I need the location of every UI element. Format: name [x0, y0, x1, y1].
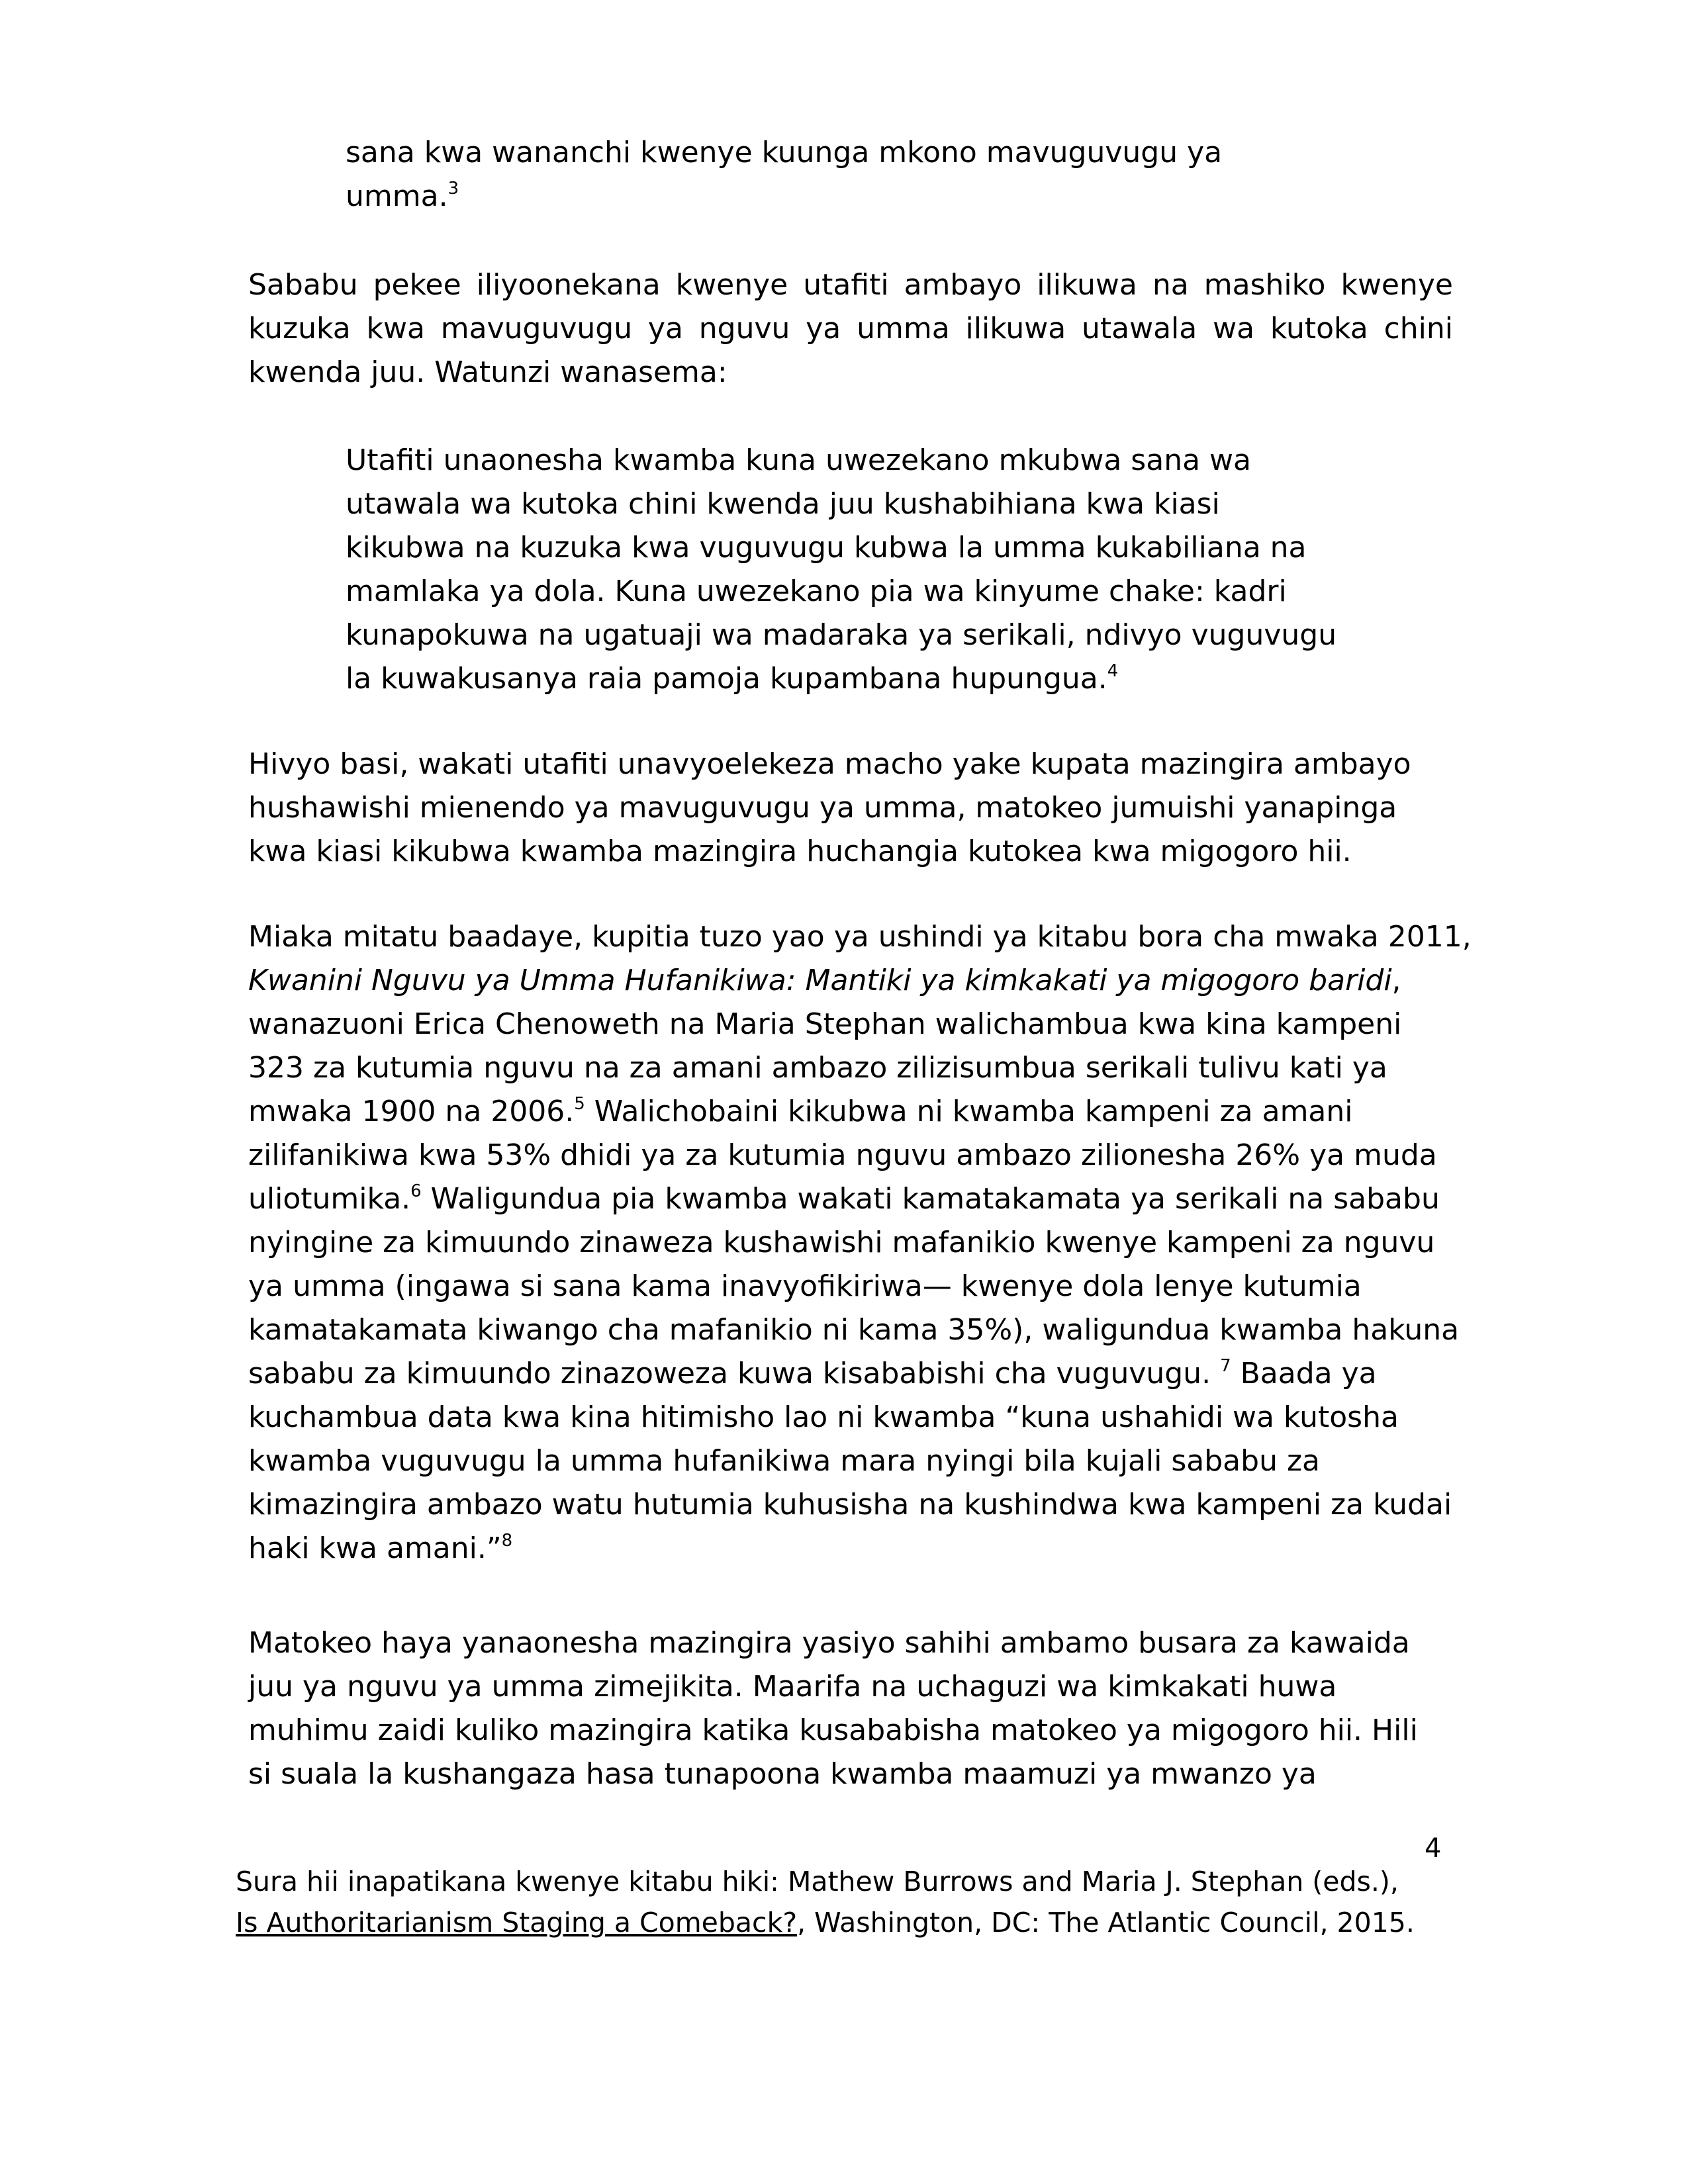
quote-line: Utafiti unaonesha kwamba kuna uwezekano mkubwa sana wa	[346, 443, 1251, 477]
paragraph-line	[248, 1090, 1453, 1134]
paragraph-line-text: Walichobaini kikubwa ni kwamba kampeni za amani	[585, 1095, 1353, 1128]
paragraph-line-text: Waligundua pia kwamba wakati kamatakamata ya serikali na sababu	[421, 1182, 1440, 1216]
paragraph-line: Hivyo basi, wakati utafiti unavyoelekeza macho yake kupata mazingira ambayo	[248, 747, 1411, 781]
paragraph-sababu	[248, 263, 1453, 394]
paragraph-line: 323 za kutumia nguvu na za amani ambazo zilizisumbua serikali tulivu kati ya	[248, 1051, 1387, 1085]
paragraph-miaka	[248, 915, 1472, 1570]
quote-line: kikubwa na kuzuka kwa vuguvugu kubwa la umma kukabiliana na	[346, 531, 1307, 565]
footnote-ref-5: 5	[574, 1094, 585, 1114]
footer-text: , Washington, DC: The Atlantic Council, 2015.	[797, 1907, 1415, 1938]
paragraph-line	[248, 959, 1453, 1003]
footnote-ref-3: 3	[447, 179, 459, 199]
paragraph-line: kwenda juu. Watunzi wanasema:	[248, 355, 727, 389]
quote-line	[346, 175, 1391, 218]
footnote-ref-8: 8	[501, 1531, 513, 1551]
paragraph-line: Miaka mitatu baadaye, kupitia tuzo yao ya ushindi ya kitabu bora cha mwaka 2011,	[248, 920, 1472, 954]
paragraph-line	[248, 1177, 1453, 1221]
paragraph-line: kuchambua data kwa kina hitimisho lao ni kwamba “kuna ushahidi wa kutosha	[248, 1400, 1399, 1434]
paragraph-line: kwamba vuguvugu la umma hufanikiwa mara nyingi bila kujali sababu za	[248, 1444, 1320, 1478]
paragraph-line: ya umma (ingawa si sana kama inavyofikiriwa— kwenye dola lenye kutumia	[248, 1269, 1362, 1303]
paragraph-line: nyingine za kimuundo zinaweza kushawishi mafanikio kwenye kampeni za nguvu	[248, 1226, 1435, 1259]
paragraph-line	[248, 1527, 1453, 1570]
paragraph-line	[248, 1352, 1453, 1396]
quote-line: sana kwa wananchi kwenye kuunga mkono mavuguvugu ya	[346, 136, 1223, 169]
paragraph-matokeo	[248, 1621, 1453, 1796]
footer-book-title: Is Authoritarianism Staging a Comeback?	[236, 1907, 798, 1938]
paragraph-line: kamatakamata kiwango cha mafanikio ni kama 35%), waligundua kwamba hakuna	[248, 1313, 1460, 1347]
paragraph-line: wanazuoni Erica Chenoweth na Maria Stephan walichambua kwa kina kampeni	[248, 1007, 1402, 1041]
quote-line: utawala wa kutoka chini kwenda juu kushabihiana kwa kiasi	[346, 487, 1220, 521]
footnote-ref-7: 7	[1220, 1356, 1231, 1376]
paragraph-line-text: uliotumika.	[248, 1182, 411, 1216]
paragraph-line: Matokeo haya yanaonesha mazingira yasiyo sahihi ambamo busara za kawaida	[248, 1626, 1410, 1660]
paragraph-line: muhimu zaidi kuliko mazingira katika kusababisha matokeo ya migogoro hii. Hili	[248, 1713, 1418, 1747]
footer-text: Sura hii inapatikana kwenye kitabu hiki: Mathew Burrows and Maria J. Stephan (eds.),	[236, 1866, 1399, 1897]
paragraph-line: kimazingira ambazo watu hutumia kuhusisha na kushindwa kwa kampeni za kudai	[248, 1488, 1452, 1522]
quote-line-text: umma.	[346, 179, 448, 213]
paragraph-line: hushawishi mienendo ya mavuguvugu ya umma, matokeo jumuishi yanapinga	[248, 791, 1397, 825]
book-title-italic: Kwanini Nguvu ya Umma Hufanikiwa: Mantiki ya kimkakati ya migogoro baridi	[248, 964, 1392, 997]
quote-line: kunapokuwa na ugatuaji wa madaraka ya serikali, ndivyo vuguvugu	[346, 618, 1337, 652]
block-quote-continuation	[346, 131, 1391, 218]
quote-line-text: la kuwakusanya raia pamoja kupambana hupungua.	[346, 662, 1107, 696]
page-number: 4	[1425, 1833, 1442, 1864]
paragraph-line-text: Baada ya	[1231, 1357, 1377, 1390]
paragraph-line: zilifanikiwa kwa 53% dhidi ya za kutumia nguvu ambazo zilionesha 26% ya muda	[248, 1138, 1437, 1172]
footer-citation	[236, 1861, 1427, 1943]
paragraph-line: kwa kiasi kikubwa kwamba mazingira huchangia kutokea kwa migogoro hii.	[248, 835, 1352, 868]
paragraph-line: juu ya nguvu ya umma zimejikita. Maarifa na uchaguzi wa kimkakati huwa	[248, 1670, 1337, 1704]
paragraph-line-tail: ,	[1391, 964, 1401, 997]
quote-line	[346, 657, 1391, 701]
paragraph-line-text: sababu za kimuundo zinazoweza kuwa kisababishi cha vuguvugu.	[248, 1357, 1221, 1390]
paragraph-line: kuzuka kwa mavuguvugu ya nguvu ya umma ilikuwa utawala wa kutoka chini	[248, 312, 1453, 345]
paragraph-line: si suala la kushangaza hasa tunapoona kwamba maamuzi ya mwanzo ya	[248, 1757, 1317, 1791]
paragraph-hivyo	[248, 743, 1453, 874]
footnote-ref-6: 6	[410, 1181, 422, 1201]
footnote-ref-4: 4	[1107, 661, 1119, 681]
paragraph-line-text: haki kwa amani.”	[248, 1531, 502, 1565]
quote-line: mamlaka ya dola. Kuna uwezekano pia wa kinyume chake: kadri	[346, 574, 1287, 608]
paragraph-line-text: mwaka 1900 na 2006.	[248, 1095, 575, 1128]
block-quote-utafiti	[346, 439, 1391, 701]
paragraph-line: Sababu pekee iliyoonekana kwenye utafiti ambayo ilikuwa na mashiko kwenye	[248, 268, 1453, 302]
